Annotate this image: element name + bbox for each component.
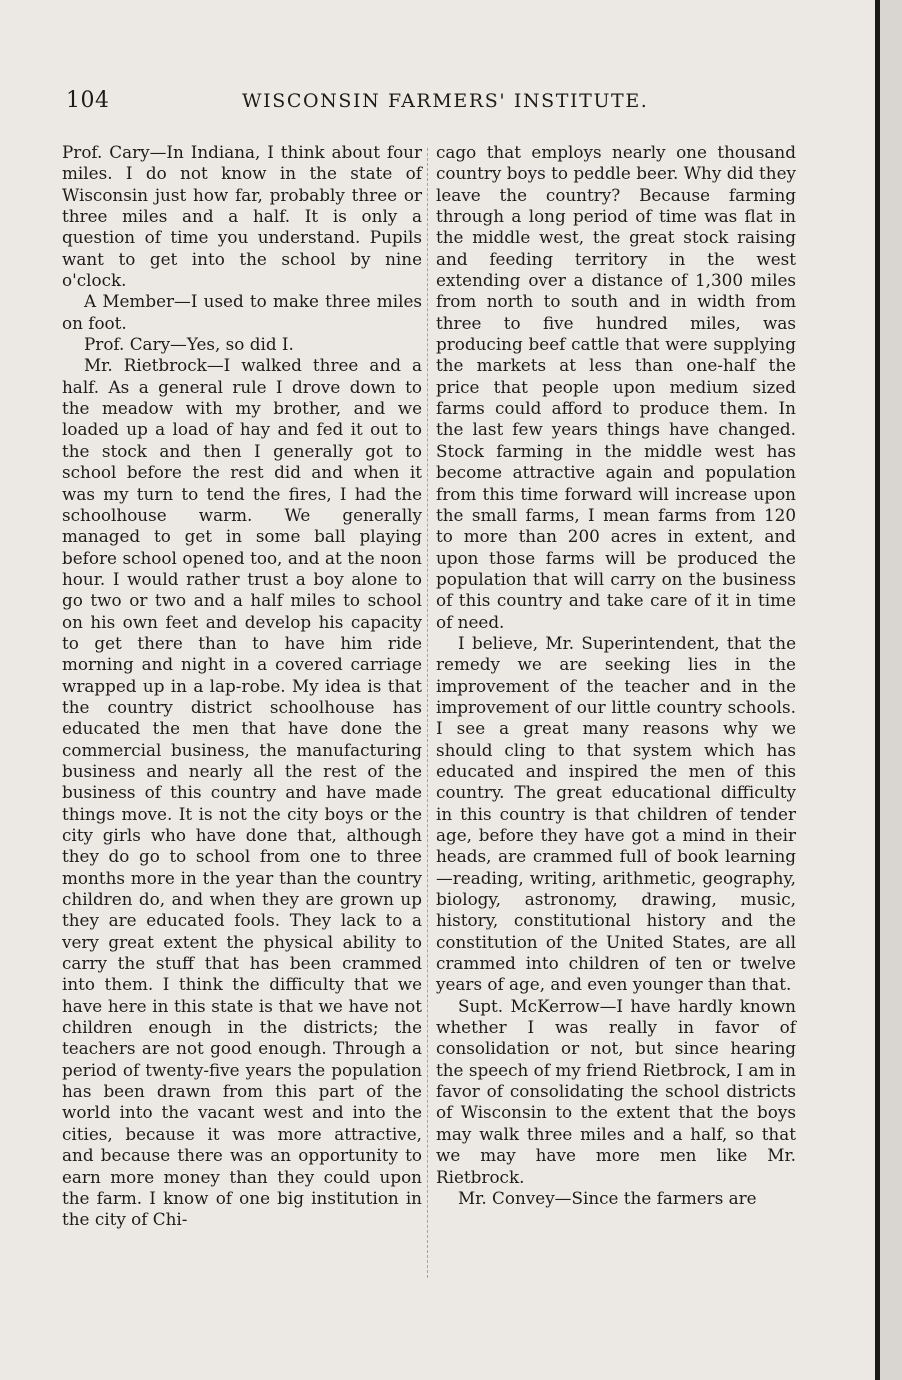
paragraph: cago that employs nearly one thousand country boys to peddle beer. Why did they leave the country? Because farming through a long period of time was flat in the middle west, the great stock raising and feeding territory in the west extending over a distance of 1,300 miles from north to south and in width from three to five hundred miles, was producing beef cattle that were supplying the markets at less than one-half the price that people upon medium sized farms could afford to produce them. In the last few years things have changed. Stock farming in the middle west has become attractive again and population from this time forward will increase upon the small farms, I mean farms from 120 to more than 200 acres in extent, and upon those farms will be produced the population that will carry on the business of this country and take care of it in time of need. (436, 142, 796, 632)
paragraph: Prof. Cary—In Indiana, I think about four miles. I do not know in the state of Wisconsin just how far, probably three or three miles and a half. It is only a question of time you understand. Pupils want to get into the school by nine o'clock. (62, 142, 422, 291)
paragraph: Prof. Cary—Yes, so did I. (84, 334, 294, 355)
column-divider (427, 148, 429, 1278)
left-column (62, 142, 422, 1231)
page-number: 104 (66, 88, 110, 113)
running-head: WISCONSIN FARMERS' INSTITUTE. (242, 90, 649, 112)
paragraph: I believe, Mr. Superintendent, that the remedy we are seeking lies in the improvement of the teacher and in the improvement of our little country schools. I see a great many reasons why we should cling to that system which has educated and inspired the men of this country. The great educational difficulty in this country is that children of tender age, before they have got a mind in their heads, are crammed full of book learning—reading, writing, arithmetic, geography, biology, astronomy, drawing, music, history, constitutional history and the constitution of the United States, are all crammed into children of ten or twelve years of age, and even younger than that. (436, 632, 796, 995)
page-header (66, 88, 826, 118)
page-edge-shadow (880, 0, 902, 1380)
paragraph: A Member—I used to make three miles on foot. (62, 291, 422, 333)
paragraph: Supt. McKerrow—I have hardly known whether I was really in favor of consolidation or not, but since hearing the speech of my friend Rietbrock, I am in favor of consolidating the school districts of Wisconsin to the extent that the boys may walk three miles and a half, so that we may have more men like Mr. Rietbrock. (436, 995, 796, 1187)
page-binding-edge (875, 0, 880, 1380)
paragraph: Mr. Rietbrock—I walked three and a half. As a general rule I drove down to the meadow with my brother, and we loaded up a load of hay and fed it out to the stock and then I generally got to school before the rest did and when it was my turn to tend the fires, I had the schoolhouse warm. We generally managed to get in some ball playing before school opened too, and at the noon hour. I would rather trust a boy alone to go two or two and a half miles to school on his own feet and develop his capacity to get there than to have him ride morning and night in a covered carriage wrapped up in a lap-robe. My idea is that the country district schoolhouse has educated the men that have done the commercial business, the manufacturing business and nearly all the rest of the business of this country and have made things move. It is not the city boys or the city girls who have done that, although they do go to school from one to three months more in the year than the country children do, and when they are grown up they are educated fools. They lack to a very great extent the physical ability to carry the stuff that has been crammed into them. I think the difficulty that we have here in this state is that we have not children enough in the districts; the teachers are not good enough. Through a period of twenty-five years the population has been drawn from this part of the world into the vacant west and into the cities, because it was more attractive, and because there was an opportunity to earn more money than they could upon the farm. I know of one big institution in the city of Chi- (62, 355, 422, 1230)
paragraph: Mr. Convey—Since the farmers are (458, 1187, 757, 1208)
right-column (436, 142, 796, 1209)
